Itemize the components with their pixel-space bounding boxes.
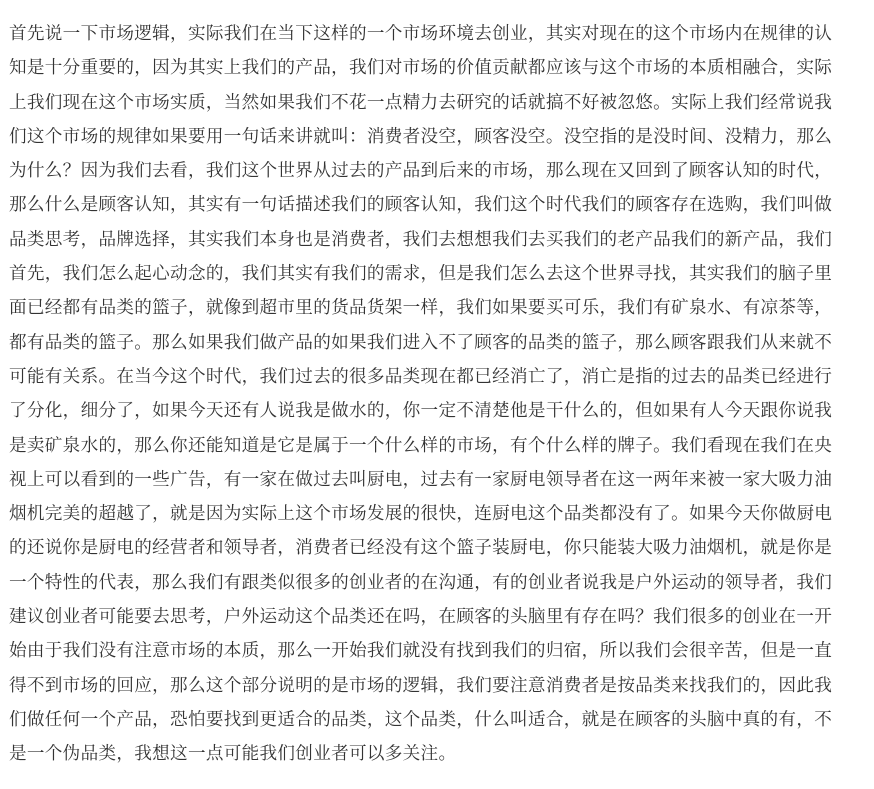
text-line: 始由于我们没有注意市场的本质，那么一开始我们就没有找到我们的归宿，所以我们会很辛苦，但是一直 — [9, 641, 833, 662]
article-paragraph — [9, 17, 865, 772]
text-line: 为什么？因为我们去看，我们这个世界从过去的产品到后来的市场，那么现在又回到了顾客认知的时代， — [9, 161, 833, 182]
text-line: 品类思考，品牌选择，其实我们本身也是消费者，我们去想想我们去买我们的老产品我们的新产品，我们 — [9, 229, 833, 250]
text-line: 一个特性的代表，那么我们有跟类似很多的创业者的在沟通，有的创业者说我是户外运动的领导者，我们 — [9, 572, 833, 593]
text-line: 都有品类的篮子。那么如果我们做产品的如果我们进入不了顾客的品类的篮子，那么顾客跟我们从来就不 — [9, 332, 833, 353]
text-line: 上我们现在这个市场实质，当然如果我们不花一点精力去研究的话就搞不好被忽悠。实际上我们经常说我 — [9, 92, 833, 113]
text-line: 面已经都有品类的篮子，就像到超市里的货品货架一样，我们如果要买可乐，我们有矿泉水、有凉茶等， — [9, 298, 833, 319]
text-line: 首先，我们怎么起心动念的，我们其实有我们的需求，但是我们怎么去这个世界寻找，其实我们的脑子里 — [9, 264, 833, 285]
text-line: 烟机完美的超越了，就是因为实际上这个市场发展的很快，连厨电这个品类都没有了。如果今天你做厨电 — [9, 504, 833, 525]
text-line: 可能有关系。在当今这个时代，我们过去的很多品类现在都已经消亡了，消亡是指的过去的品类已经进行 — [9, 366, 833, 387]
text-line: 得不到市场的回应，那么这个部分说明的是市场的逻辑，我们要注意消费者是按品类来找我们的，因此我 — [9, 675, 833, 696]
text-line: 是一个伪品类，我想这一点可能我们创业者可以多关注。 — [9, 744, 457, 765]
text-line: 知是十分重要的，因为其实上我们的产品，我们对市场的价值贡献都应该与这个市场的本质相融合，实际 — [9, 58, 833, 79]
text-line: 首先说一下市场逻辑，实际我们在当下这样的一个市场环境去创业，其实对现在的这个市场内在规律的认 — [9, 24, 833, 44]
text-line: 们做任何一个产品，恐怕要找到更适合的品类，这个品类，什么叫适合，就是在顾客的头脑中真的有，不 — [9, 709, 833, 730]
text-line: 那么什么是顾客认知，其实有一句话描述我们的顾客认知，我们这个时代我们的顾客存在选购，我们叫做 — [9, 195, 833, 216]
text-line: 了分化，细分了，如果今天还有人说我是做水的，你一定不清楚他是干什么的，但如果有人今天跟你说我 — [9, 401, 833, 422]
text-line: 视上可以看到的一些广告，有一家在做过去叫厨电，过去有一家厨电领导者在这一两年来被一家大吸力油 — [9, 469, 833, 490]
text-line: 是卖矿泉水的，那么你还能知道是它是属于一个什么样的市场，有个什么样的牌子。我们看现在我们在央 — [9, 435, 833, 456]
text-line: 的还说你是厨电的经营者和领导者，消费者已经没有这个篮子装厨电，你只能装大吸力油烟机，就是你是 — [9, 538, 833, 559]
text-line: 建议创业者可能要去思考，户外运动这个品类还在吗，在顾客的头脑里有存在吗？我们很多的创业在一开 — [9, 607, 833, 628]
text-line: 们这个市场的规律如果要用一句话来讲就叫：消费者没空，顾客没空。没空指的是没时间、没精力，那么 — [9, 126, 833, 147]
